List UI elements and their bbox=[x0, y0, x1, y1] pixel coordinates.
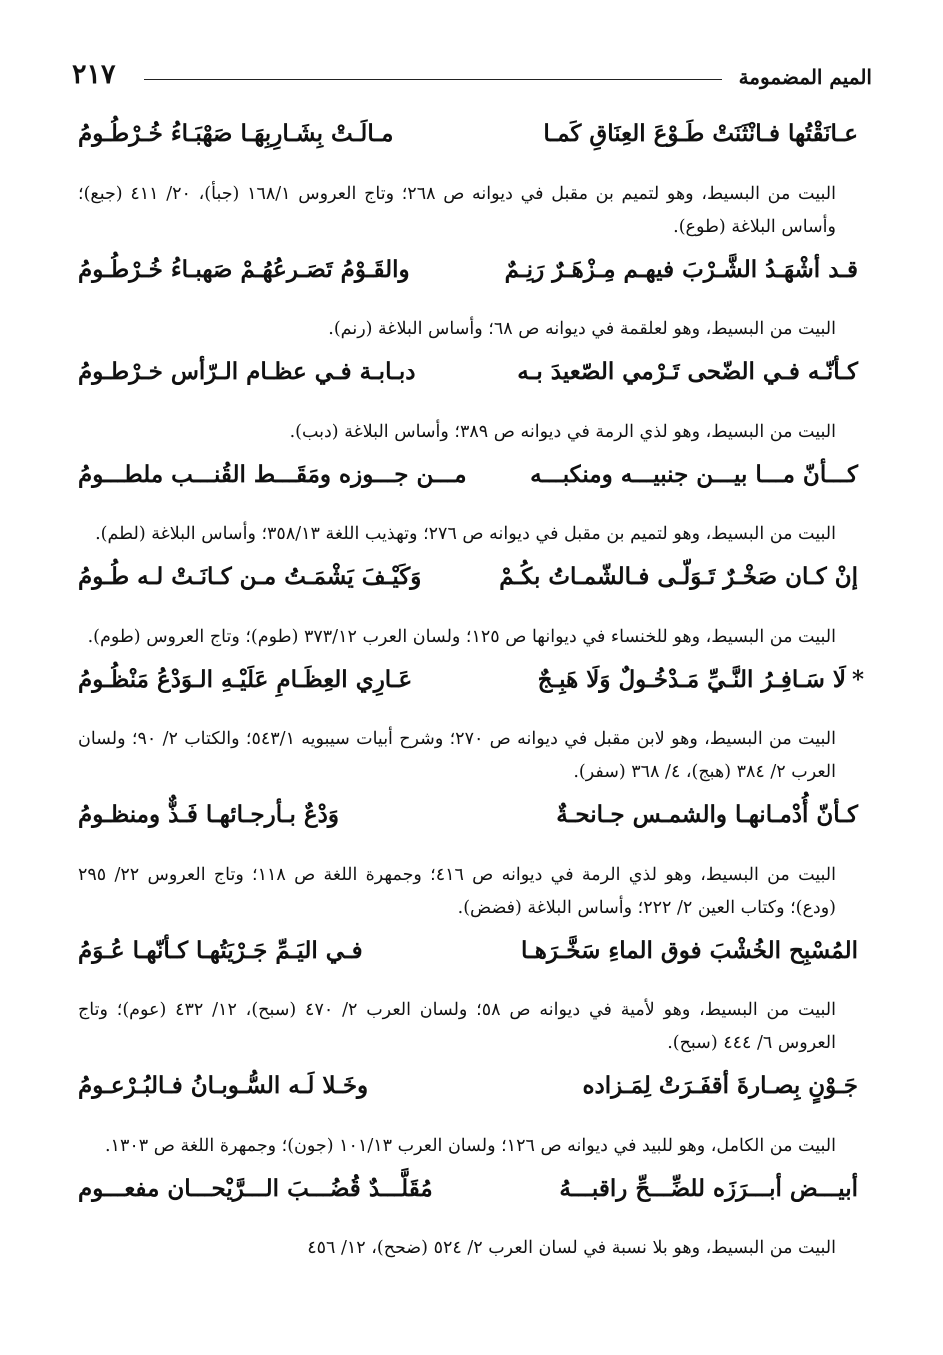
first-hemistich-text: كـأنّ أُدْمـانهـا والشمـس جـانحـةٌ bbox=[556, 801, 858, 828]
running-title: الميم المضمومة bbox=[738, 65, 872, 89]
page-header bbox=[72, 58, 872, 98]
verse-line bbox=[78, 1165, 864, 1215]
verse-entries bbox=[78, 110, 864, 1267]
first-hemistich bbox=[499, 553, 864, 601]
first-hemistich-text: قـد أشْهَـدُ الشَّـرْبَ فيهـم مِـزْهَـرٌ رَنِـمٌ bbox=[504, 255, 858, 283]
first-hemistich-text: أبيـــض أبـــرَزَه للضِّـــحِّ راقبـــهُ bbox=[559, 1174, 858, 1202]
first-hemistich bbox=[505, 246, 864, 294]
second-hemistich: والقَـوْمُ تَصَـرعُهُـمْ صَهبـاءُ خُـرْطُـومُ bbox=[78, 255, 410, 283]
second-hemistich: فـي اليَـمِّ جَـرْيَتُهـا كـأنّهـا عُـوَمُ bbox=[78, 936, 363, 964]
first-hemistich bbox=[538, 656, 864, 704]
second-hemistich: عَـارِي العِظَـامِ عَلَيْـهِ الـوَدْعُ مَنْظُـومُ bbox=[78, 665, 413, 693]
verse-note: البيت من البسيط، وهو لعلقمة في ديوانه ص ٦٨؛ وأساس البلاغة (رنم). bbox=[328, 319, 836, 339]
verse-note: البيت من البسيط، وهو بلا نسبة في لسان العرب ٢/ ٥٢٤ (ضحح)، ١٢/ ٤٥٦ bbox=[307, 1238, 836, 1258]
first-hemistich-text: كـأنّـه فـي الضّحى تَـرْمي الصّعيدَ بـه bbox=[517, 358, 858, 385]
second-hemistich: مـالَـتْ بِشَـارِبِهَـا صَهْبَـاءُ خُـرْطُـومُ bbox=[78, 120, 394, 147]
verse-entry bbox=[78, 927, 864, 1061]
second-hemistich: وخَـلا لَـه السُّـوبـانُ فـالبُـرْعـومُ bbox=[78, 1072, 369, 1099]
second-hemistich: دبـابـة فـي عظـام الـرّأس خـرْطـومُ bbox=[78, 358, 416, 385]
first-hemistich-text: المُسْبِح الخُشْبَ فوق الماءِ سَخَّـرَهـا bbox=[520, 936, 858, 964]
verse-entry bbox=[78, 246, 864, 347]
first-hemistich bbox=[582, 1062, 864, 1110]
verse-entry bbox=[78, 1062, 864, 1163]
verse-note: البيت من البسيط، وهو لتميم بن مقبل في ديوانه ص ٢٦٨؛ وتاج العروس ١٦٨/١ (جبأ)، ٢٠/ ٤١١ (جبع)؛ وأساس البلاغة (طوع). bbox=[78, 183, 836, 237]
verse-line bbox=[78, 451, 864, 501]
first-hemistich-text: جَـوْنٍ بِصـارةَ أقفَـرَتْ لِمَـزاده bbox=[582, 1072, 858, 1099]
page-number: ٢١٧ bbox=[72, 59, 116, 90]
verse-note: البيت من البسيط، وهو لتميم بن مقبل في ديوانه ص ٢٧٦؛ وتهذيب اللغة ٣٥٨/١٣؛ وأساس البلاغة (لطم). bbox=[95, 524, 836, 544]
verse-line bbox=[78, 656, 864, 706]
verse-line bbox=[78, 791, 864, 841]
verse-line bbox=[78, 927, 864, 977]
verse-entry bbox=[78, 110, 864, 244]
first-hemistich bbox=[517, 348, 864, 396]
verse-entry bbox=[78, 348, 864, 449]
verse-entry bbox=[78, 553, 864, 654]
first-hemistich bbox=[543, 110, 864, 158]
verse-line bbox=[78, 553, 864, 603]
verse-entry bbox=[78, 656, 864, 790]
first-hemistich-text: كـــأنّ مـــا بيـــن جنبيـــه ومنكبـــه bbox=[530, 460, 858, 488]
verse-entry bbox=[78, 451, 864, 552]
first-hemistich-text: لَا سَـافِـرُ النَّـيِّ مَـدْخُـولٌ وَلَا هَبِـجٌ bbox=[537, 665, 846, 693]
verse-note: البيت من البسيط، وهو لذي الرمة في ديوانه ص ٤١٦؛ وجمهرة اللغة ص ١١٨؛ وتاج العروس ٢٢/ ٢٩٥ (ودع)؛ وكتاب العين ٢/ ٢٢٢؛ وأساس البلاغة (فضض). bbox=[78, 864, 837, 918]
second-hemistich: مـــن جـــوزه ومَقَـــط القُنـــب ملطـــومُ bbox=[78, 460, 467, 488]
verse-note: البيت من البسيط، وهو لابن مقبل في ديوانه ص ٢٧٠؛ وشرح أبيات سيبويه ٥٤٣/١؛ والكتاب ٢/ ٩٠؛ ولسان العرب ٢/ ٣٨٤ (هبج)، ٤/ ٣٦٨ (سفر). bbox=[78, 729, 836, 782]
second-hemistich: وَدْعٌ بـأرجـائهـا فَـذٌّ ومنظـومُ bbox=[78, 801, 339, 828]
header-rule bbox=[144, 79, 722, 80]
verse-note: البيت من الكامل، وهو للبيد في ديوانه ص ١٢٦؛ ولسان العرب ١٠١/١٣ (جون)؛ وجمهرة اللغة ص ١٣٠٣. bbox=[104, 1135, 836, 1156]
verse-entry bbox=[78, 791, 864, 925]
verse-line bbox=[78, 348, 864, 398]
first-hemistich bbox=[521, 927, 864, 975]
verse-line bbox=[78, 110, 864, 160]
second-hemistich: مُقَلَّـــدٌ قُضُـــبَ الـــرَّيْحـــان مفعـــوم bbox=[78, 1174, 433, 1202]
verse-line bbox=[78, 1062, 864, 1112]
first-hemistich-text: عـانَقْتُها فـانْثَنَتْ طَـوْعَ العِنَاقِ كَمـا bbox=[543, 120, 858, 147]
first-hemistich bbox=[556, 791, 864, 839]
verse-entry bbox=[78, 1165, 864, 1266]
first-hemistich bbox=[559, 1165, 864, 1213]
first-hemistich-text: إنْ كـان صَخْـرٌ تَـوَلّـى فـالشّمـاتُ بكُـمْ bbox=[499, 563, 858, 590]
verse-line bbox=[78, 246, 864, 296]
verse-note: البيت من البسيط، وهو لذي الرمة في ديوانه ص ٣٨٩؛ وأساس البلاغة (دبب). bbox=[289, 421, 836, 442]
first-hemistich bbox=[530, 451, 864, 499]
second-hemistich: وَكَيْـفَ يَشْمَـتُ مـن كـانَـتْ لـه طُـومُ bbox=[78, 563, 422, 590]
verse-mark: * bbox=[851, 665, 864, 693]
verse-note: البيت من البسيط، وهو لأمية في ديوانه ص ٥٨؛ ولسان العرب ٢/ ٤٧٠ (سبح)، ١٢/ ٤٣٢ (عوم)؛ وتاج العروس ٦/ ٤٤٤ (سبح). bbox=[78, 1000, 836, 1053]
verse-note: البيت من البسيط، وهو للخنساء في ديوانها ص ١٢٥؛ ولسان العرب ٣٧٣/١٢ (طوم)؛ وتاج العروس (طوم). bbox=[87, 626, 836, 647]
